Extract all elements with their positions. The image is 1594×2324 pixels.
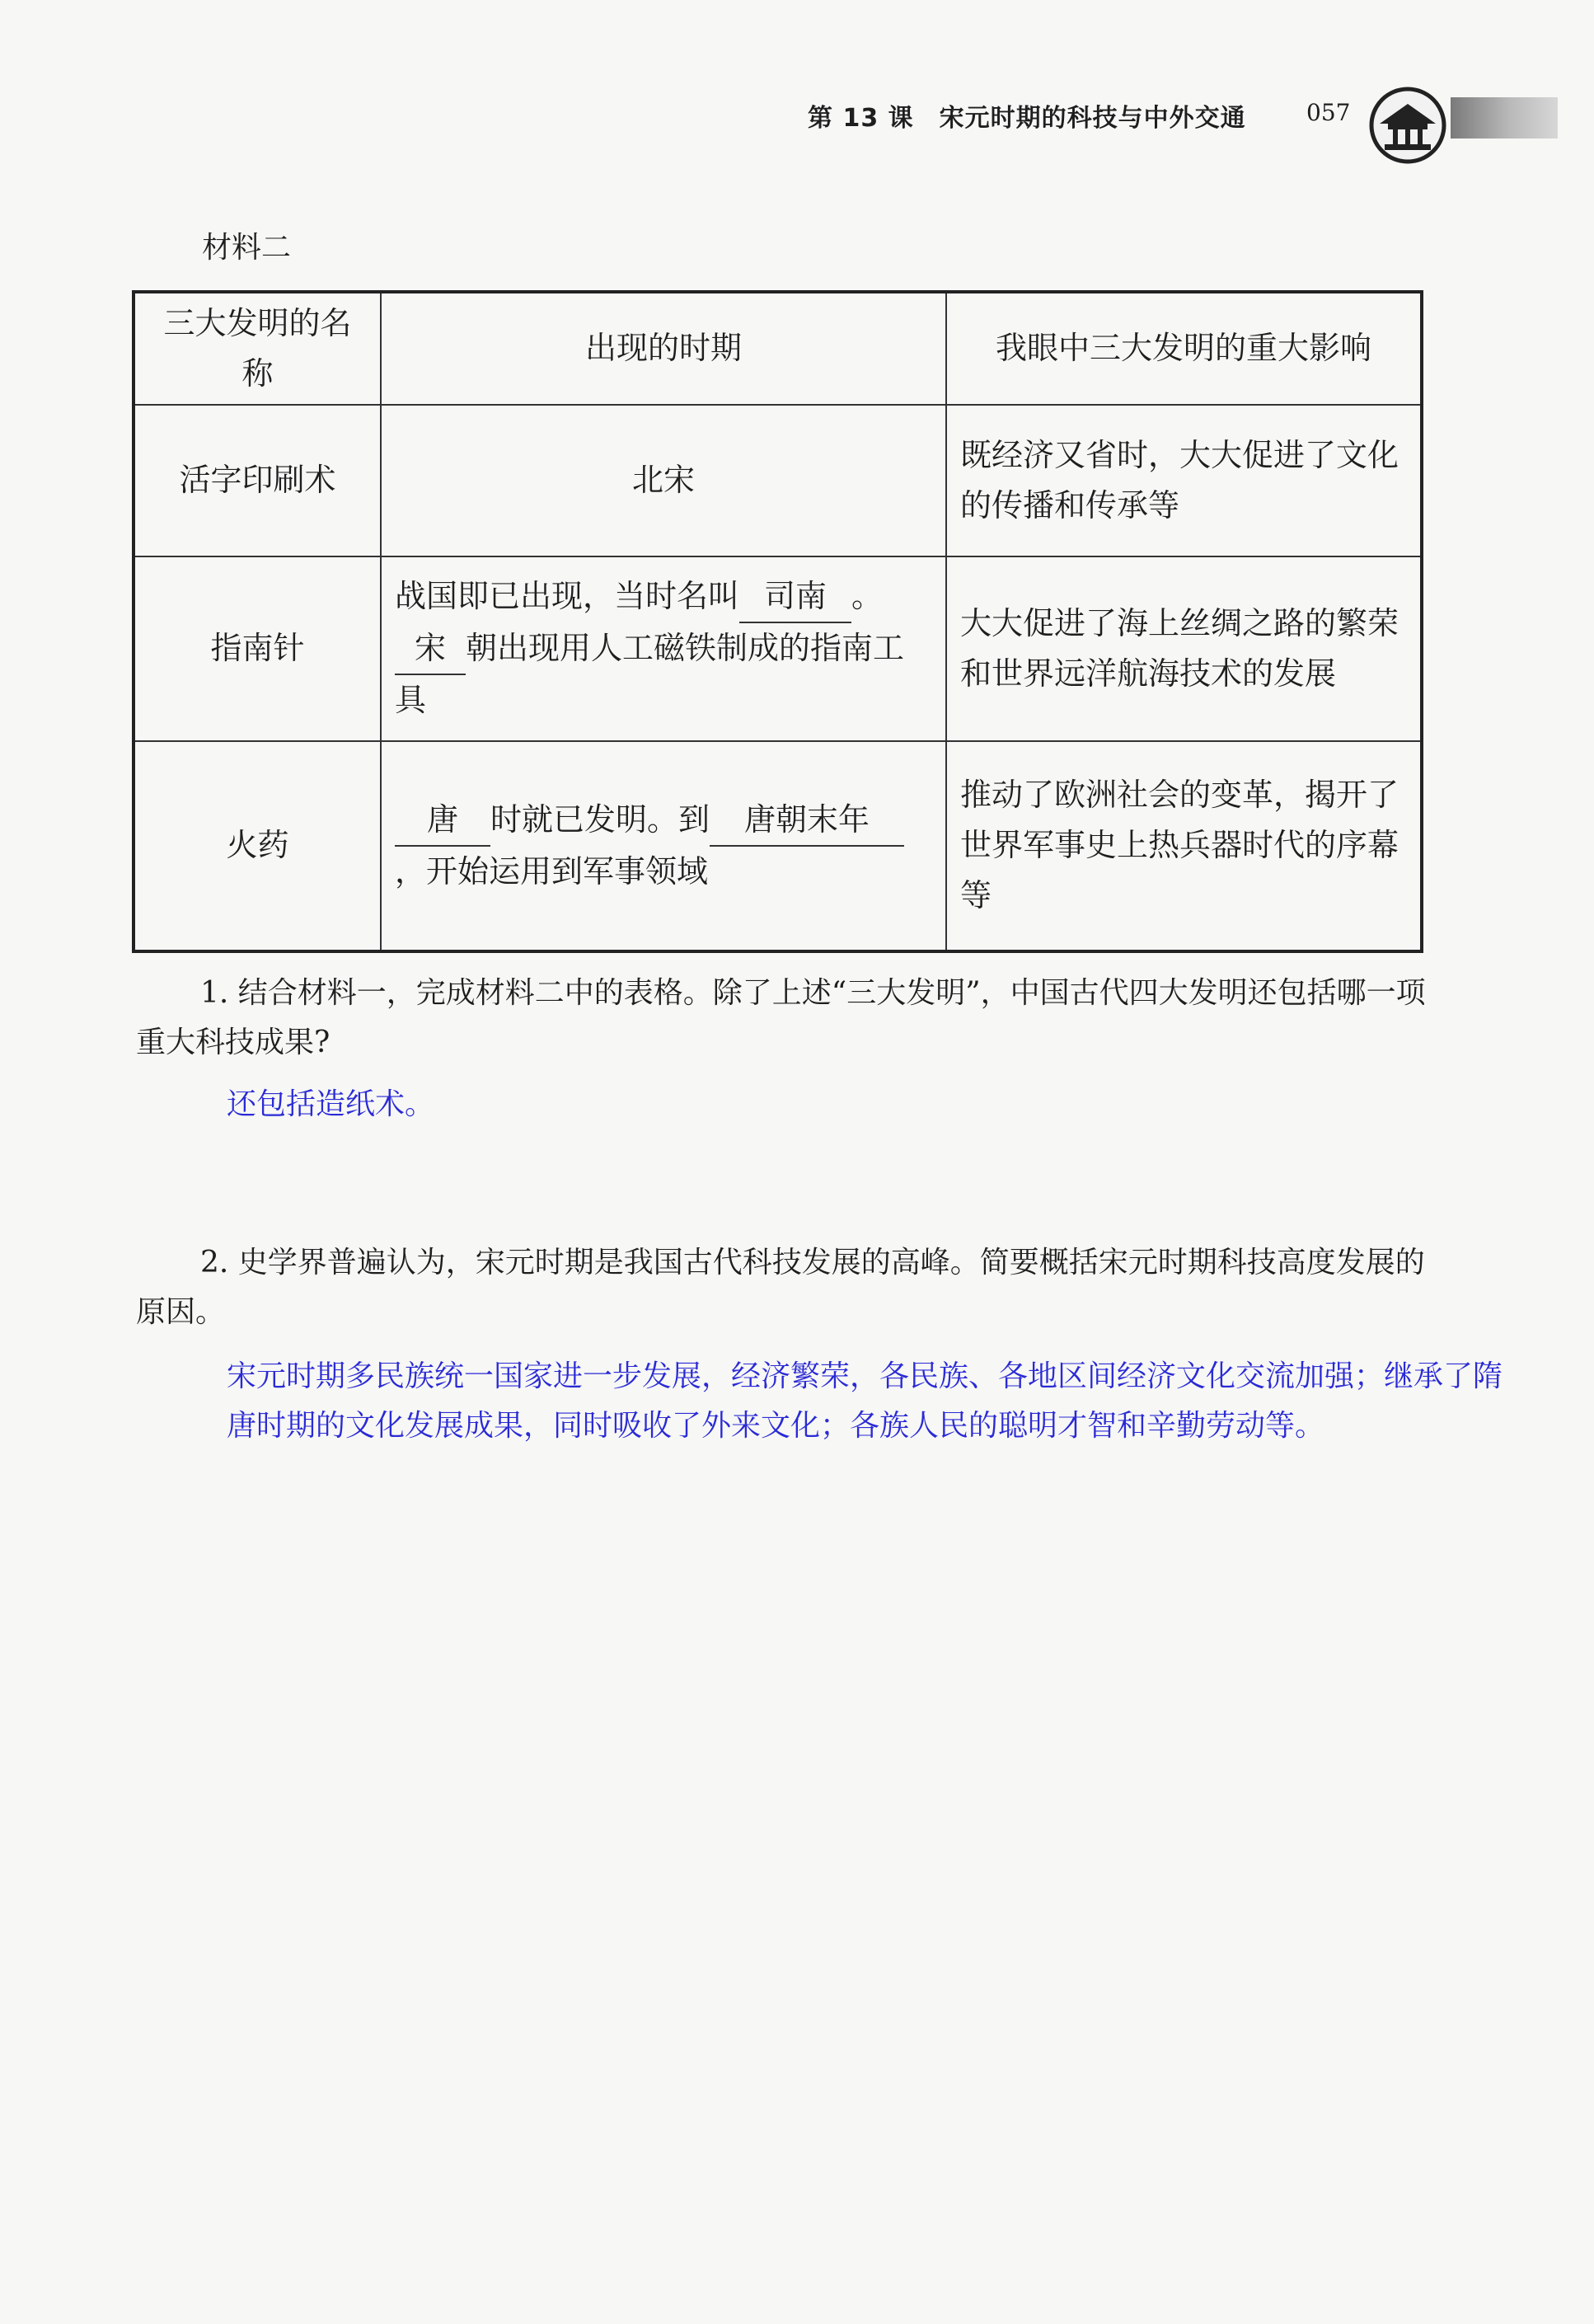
period-text: 。	[851, 578, 884, 615]
invention-period	[381, 556, 946, 741]
inventions-table	[132, 290, 1423, 953]
invention-period	[381, 741, 946, 951]
filled-blank: 司南	[739, 571, 851, 623]
question-text: 2. 史学界普遍认为，宋元时期是我国古代科技发展的高峰。简要概括宋元时期科技高度发展的原因。	[136, 1246, 1425, 1329]
header-invention-name: 三大发明的名称	[134, 292, 381, 405]
header-impact: 我眼中三大发明的重大影响	[946, 292, 1422, 405]
page-number: 057	[1306, 99, 1351, 126]
period-text: 时就已发明。到	[490, 800, 710, 838]
question-1	[136, 969, 1438, 1068]
invention-name: 活字印刷术	[134, 405, 381, 556]
header-period: 出现的时期	[381, 292, 946, 405]
period-text: 朝出现用人工磁铁制成的指南工具	[395, 630, 905, 718]
question-text: 1. 结合材料一，完成材料二中的表格。除了上述“三大发明”，中国古代四大发明还包括哪一项重大科技成果?	[136, 976, 1426, 1059]
material-label: 材料二	[202, 231, 292, 265]
question-2	[136, 1238, 1438, 1337]
table-row	[134, 741, 1422, 951]
filled-blank: 宋	[395, 623, 466, 675]
table-row	[134, 405, 1422, 556]
page-header	[808, 86, 1566, 152]
header-decor-bar	[1451, 97, 1558, 139]
answer-1: 还包括造纸术。	[227, 1087, 435, 1121]
answer-2: 宋元时期多民族统一国家进一步发展，经济繁荣，各民族、各地区间经济文化交流加强；继承了隋唐时期的文化发展成果，同时吸收了外来文化；各族人民的聪明才智和辛勤劳动等。	[227, 1359, 1503, 1443]
pavilion-emblem-icon	[1368, 86, 1447, 165]
invention-name: 火药	[134, 741, 381, 951]
invention-impact: 大大促进了海上丝绸之路的繁荣和世界远洋航海技术的发展	[946, 556, 1422, 741]
invention-impact: 既经济又省时，大大促进了文化的传播和传承等	[946, 405, 1422, 556]
period-text: ，开始运用到军事领域	[395, 852, 709, 890]
lesson-title: 第 13 课 宋元时期的科技与中外交通	[808, 104, 1246, 133]
invention-impact: 推动了欧洲社会的变革，揭开了世界军事史上热兵器时代的序幕等	[946, 741, 1422, 951]
filled-blank: 唐	[395, 795, 490, 847]
period-text: 战国即已出现，当时名叫	[395, 578, 740, 615]
table-header-row	[134, 292, 1422, 405]
table-row	[134, 556, 1422, 741]
invention-period: 北宋	[381, 405, 946, 556]
invention-name: 指南针	[134, 556, 381, 741]
filled-blank: 唐朝末年	[710, 795, 904, 847]
